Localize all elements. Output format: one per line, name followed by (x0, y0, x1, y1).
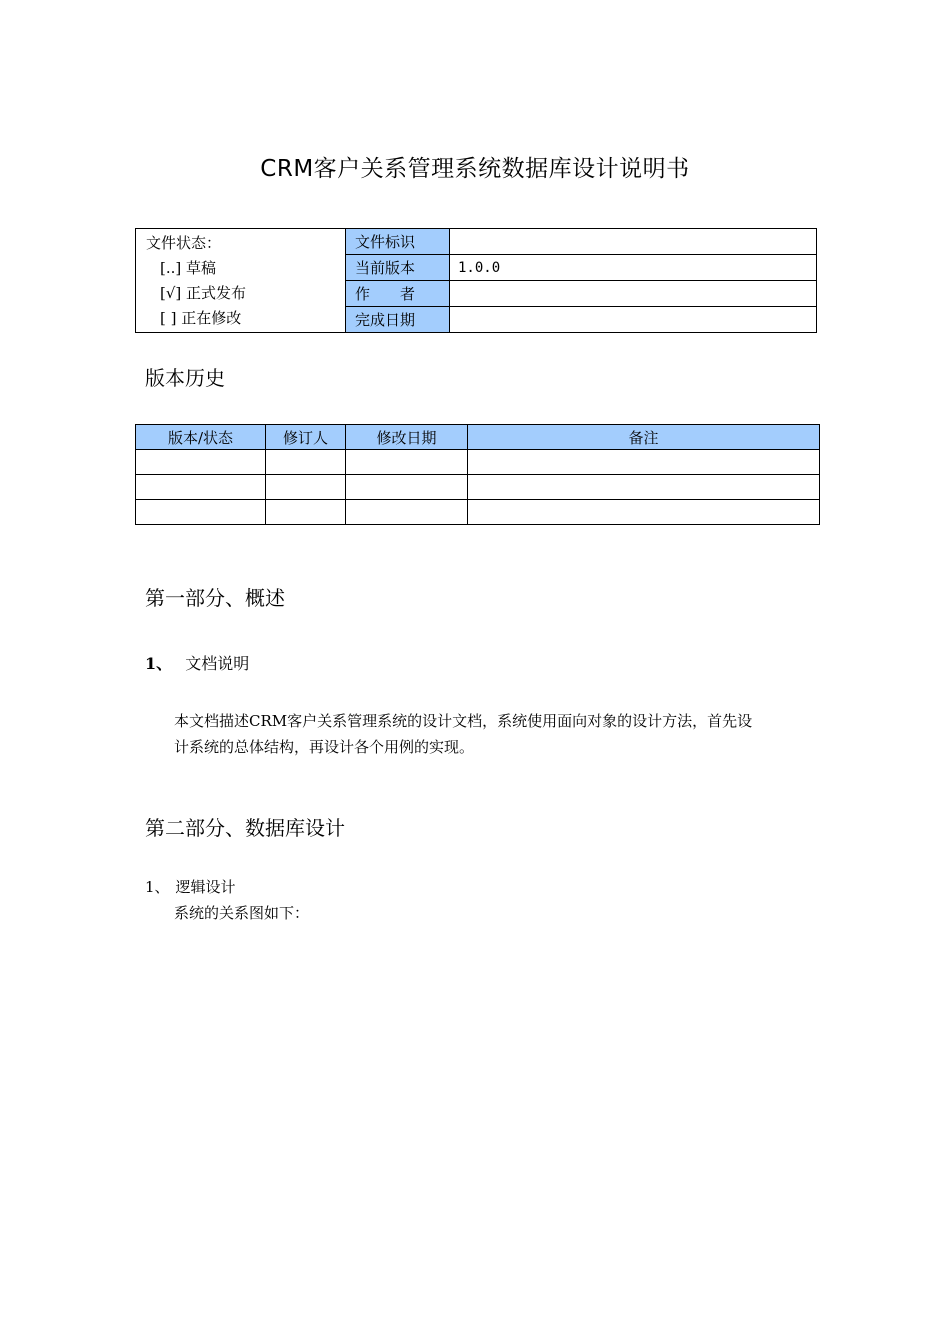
document-title: CRM客户关系管理系统数据库设计说明书 (260, 156, 690, 182)
status-option-label: 正式发布 (186, 284, 247, 302)
file-status-cell (136, 229, 346, 333)
column-header: 备注 (468, 425, 820, 450)
status-option-modifying (146, 306, 345, 331)
status-option-label: 正在修改 (181, 309, 242, 327)
item-number: 1、 (145, 878, 170, 896)
version-history-table (135, 424, 820, 525)
current-version-label: 当前版本 (346, 255, 450, 281)
table-cell (266, 500, 346, 525)
column-header: 版本/状态 (136, 425, 266, 450)
table-cell (266, 450, 346, 475)
completion-date-value (450, 307, 817, 333)
table-cell (468, 500, 820, 525)
part2-heading: 第二部分、数据库设计 (145, 816, 345, 840)
file-status-label: 文件状态： (146, 234, 222, 252)
table-cell (136, 450, 266, 475)
table-row (136, 450, 820, 475)
paragraph-line: 本文档描述CRM客户关系管理系统的设计文档，系统使用面向对象的设计方法，首先设 (174, 712, 753, 730)
paragraph-line: 计系统的总体结构，再设计各个用例的实现。 (174, 738, 475, 756)
file-id-value (450, 229, 817, 255)
table-cell (136, 500, 266, 525)
column-header: 修订人 (266, 425, 346, 450)
section-item-doc-description (145, 651, 249, 677)
file-id-label: 文件标识 (346, 229, 450, 255)
table-header-row (136, 425, 820, 450)
table-cell (468, 475, 820, 500)
status-mark: [..] (160, 259, 182, 277)
author-value (450, 281, 817, 307)
author-label: 作 者 (346, 281, 450, 307)
status-mark: [ ] (160, 309, 177, 327)
completion-date-label: 完成日期 (346, 307, 450, 333)
table-cell (266, 475, 346, 500)
status-option-released (146, 281, 345, 306)
item-title: 文档说明 (185, 654, 250, 673)
table-cell (346, 475, 468, 500)
table-row (136, 500, 820, 525)
column-header: 修改日期 (346, 425, 468, 450)
paragraph (174, 708, 752, 760)
part1-heading: 第一部分、概述 (145, 586, 285, 610)
status-option-label: 草稿 (186, 259, 217, 277)
item-title: 逻辑设计 (175, 878, 236, 896)
document-info-table (135, 228, 817, 333)
status-option-draft (146, 256, 345, 281)
table-row (136, 475, 820, 500)
table-cell (346, 500, 468, 525)
current-version-value: 1.0.0 (450, 255, 817, 281)
table-cell (136, 475, 266, 500)
table-cell (346, 450, 468, 475)
table-cell (468, 450, 820, 475)
version-history-heading: 版本历史 (145, 366, 225, 390)
paragraph: 系统的关系图如下： (174, 904, 310, 922)
section-item-logical-design (145, 874, 236, 900)
status-mark: [√] (160, 284, 182, 302)
item-number: 1、 (145, 654, 173, 673)
